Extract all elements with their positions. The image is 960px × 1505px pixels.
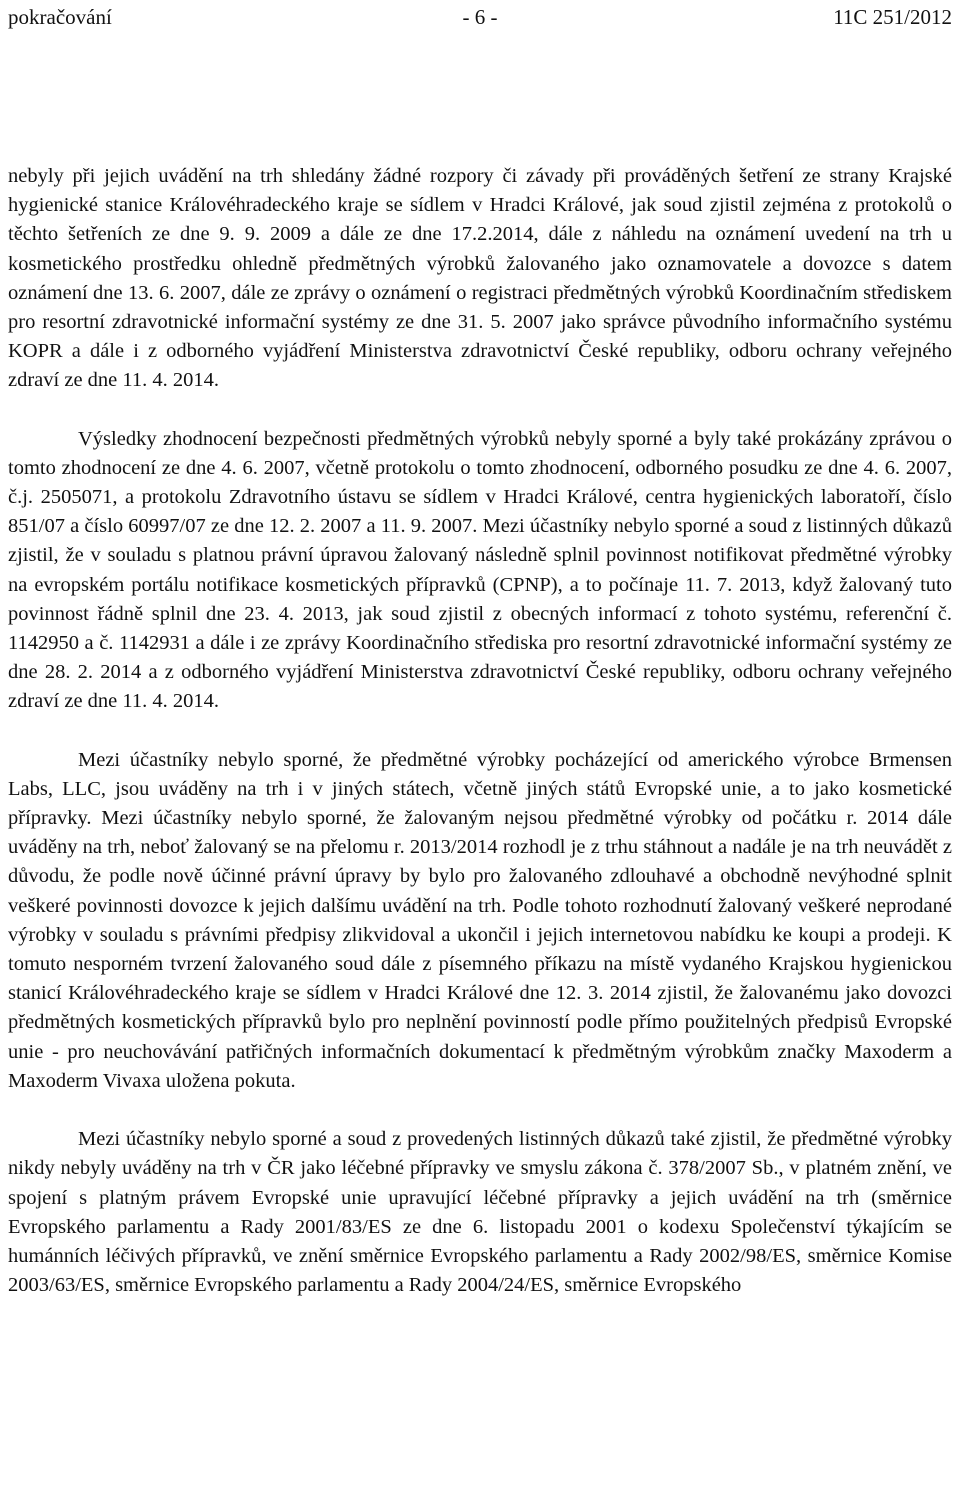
header-continuation: pokračování <box>8 5 112 29</box>
document-page <box>8 0 952 1300</box>
document-body <box>8 162 952 1300</box>
paragraph-1: nebyly při jejich uvádění na trh shledány žádné rozpory či závady při prováděných šetření ze strany Krajské hygienické stanice Královéhradeckého kraje se sídlem v Hradci Králové, jak soud zjistil zejména z protokolů o těchto šetřeních ze dne 9. 9. 2009 a dále ze dne 17.2.2014, dále z náhledu na oznámení uvedení na trh u kosmetického prostředku ohledně předmětných výrobků žalovaného jako oznamovatele a dovozce s datem oznámení dne 13. 6. 2007, dále ze zprávy o oznámení o registraci předmětných výrobků Koordinačním střediskem pro resortní zdravotnické informační systémy ze dne 31. 5. 2007 jako správce původního informačního systému KOPR a dále i z odborného vyjádření Ministerstva zdravotnictví České republiky, odboru ochrany veřejného zdraví ze dne 11. 4. 2014. <box>8 165 952 392</box>
paragraph-2: Výsledky zhodnocení bezpečnosti předmětných výrobků nebyly sporné a byly také prokázány zprávou o tomto zhodnocení ze dne 4. 6. 2007, včetně protokolu o tomto zhodnocení, odborného posudku ze dne 4. 6. 2007, č.j. 2505071, a protokolu Zdravotního ústavu se sídlem v Hradci Králové, centra hygienických laboratoří, číslo 851/07 a číslo 60997/07 ze dne 12. 2. 2007 a 11. 9. 2007. Mezi účastníky nebylo sporné a soud z listinných důkazů zjistil, že v souladu s platnou právní úpravou žalovaný následně splnil povinnost notifikovat předmětné výrobky na evropském portálu notifikace kosmetických přípravků (CPNP), a to počínaje 11. 7. 2013, když žalovaný tuto povinnost řádně splnil dne 23. 4. 2013, jak soud zjistil z obecných informací z tohoto systému, referenční č. 1142950 a č. 1142931 a dále i ze zprávy Koordinačního střediska pro resortní zdravotnické informační systémy ze dne 28. 2. 2014 a z odborného vyjádření Ministerstva zdravotnictví České republiky, odboru ochrany veřejného zdraví ze dne 11. 4. 2014. <box>8 427 952 713</box>
paragraph-3: Mezi účastníky nebylo sporné, že předmětné výrobky pocházející od amerického výrobce Brmensen Labs, LLC, jsou uváděny na trh i v jiných státech, včetně jiných států Evropské unie, a to jako kosmetické přípravky. Mezi účastníky nebylo sporné, že žalovaným nejsou předmětné výrobky od počátku r. 2014 dále uváděny na trh, neboť žalovaný se na přelomu r. 2013/2014 rozhodl je z trhu stáhnout a nadále je na trh neuvádět z důvodu, že podle nově účinné právní úpravy by bylo pro žalovaného zdlouhavé a obchodně nevýhodné splnit veškeré povinnosti dovozce k jejich dalšímu uvádění na trh. Podle tohoto rozhodnutí žalovaný veškeré neprodané výrobky v souladu s právními předpisy zlikvidoval a ukončil i jejich internetovou nabídku ke koupi a prodeji. K tomuto nesporném tvrzení žalovaného soud dále z písemného příkazu na místě vydaného Krajskou hygienickou stanicí Královéhradeckého kraje se sídlem v Hradci Králové dne 12. 3. 2014 zjistil, že žalovanému jako dovozci předmětných kosmetických přípravků bylo pro neplnění povinností podle přímo použitelných předpisů Evropské unie - pro neuchovávání patřičných informačních dokumentací k předmětným výrobkům značky Maxoderm a Maxoderm Vivaxa uložena pokuta. <box>8 748 952 1092</box>
header-page-number: - 6 - <box>462 5 498 29</box>
paragraph-4: Mezi účastníky nebylo sporné a soud z provedených listinných důkazů také zjistil, že předmětné výrobky nikdy nebyly uváděny na trh v ČR jako léčebné přípravky ve smyslu zákona č. 378/2007 Sb., v platném znění, ve spojení s platným právem Evropské unie upravující léčebné přípravky a jejich uvádění na trh (směrnice Evropského parlamentu a Rady 2001/83/ES ze dne 6. listopadu 2001 o kodexu Společenství týkajícím se humánních léčivých přípravků, ve znění směrnice Evropského parlamentu a Rady 2002/98/ES, směrnice Komise 2003/63/ES, směrnice Evropského parlamentu a Rady 2004/24/ES, směrnice Evropského <box>8 1128 952 1297</box>
header-case-number: 11C 251/2012 <box>833 5 952 29</box>
page-header <box>8 2 952 32</box>
